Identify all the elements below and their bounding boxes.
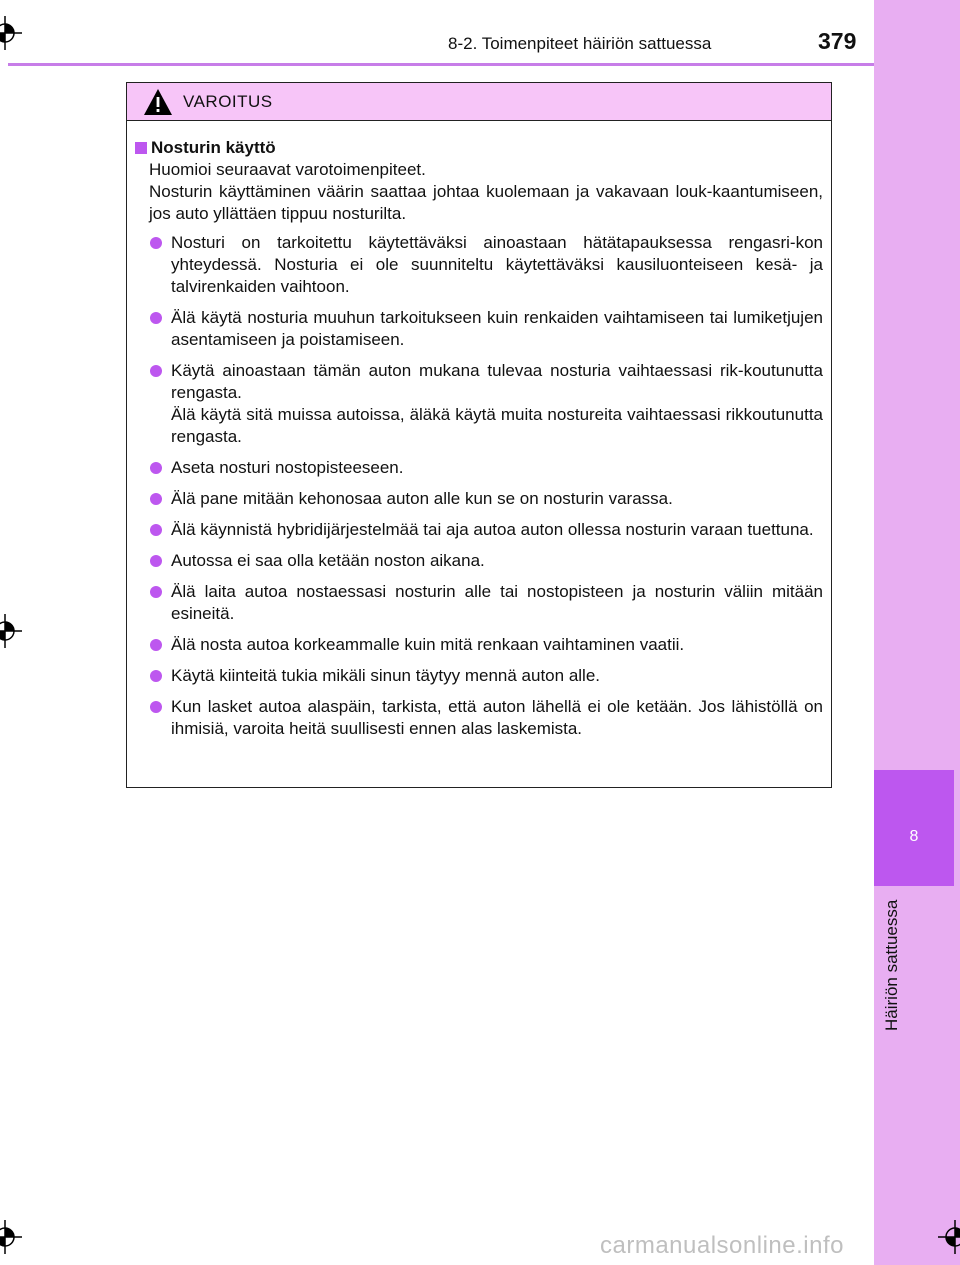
square-bullet-icon — [135, 142, 147, 154]
registration-mark-mid-left — [0, 614, 22, 648]
crosshair-icon — [0, 1220, 22, 1254]
list-item: Älä nosta autoa korkeammalle kuin mitä renkaan vaihtaminen vaatii. — [135, 634, 823, 656]
list-item: Älä käynnistä hybridijärjestelmää tai aja autoa auton ollessa nosturin varaan tuettuna. — [135, 519, 823, 541]
warning-box — [126, 82, 832, 788]
list-item: Älä laita autoa nostaessasi nosturin alle tai nostopisteen ja nosturin väliin mitään esineitä. — [135, 581, 823, 625]
chapter-side-tab — [874, 0, 960, 1265]
bullet-dot-icon — [150, 524, 162, 536]
registration-mark-bottom-right — [938, 1220, 960, 1254]
crosshair-icon — [0, 16, 22, 50]
list-item: Aseta nosturi nostopisteeseen. — [135, 457, 823, 479]
warning-heading — [135, 137, 823, 159]
warning-intro — [149, 159, 823, 225]
registration-mark-bottom-left — [0, 1220, 22, 1254]
warning-label: VAROITUS — [183, 92, 273, 111]
bullet-dot-icon — [150, 555, 162, 567]
watermark: carmanualsonline.info — [600, 1232, 844, 1259]
warning-header — [127, 83, 831, 121]
intro-line: Nosturin käyttäminen väärin saattaa johtaa kuolemaan ja vakavaan louk-kaantumiseen, jos auto yllättäen tippuu nosturilta. — [149, 182, 823, 223]
bullet-dot-icon — [150, 462, 162, 474]
section-title: 8-2. Toimenpiteet häiriön sattuessa — [448, 34, 712, 53]
header-divider — [8, 63, 874, 66]
warning-list — [135, 232, 823, 740]
bullet-dot-icon — [150, 639, 162, 651]
crosshair-icon — [938, 1220, 960, 1254]
warning-body — [127, 121, 831, 740]
bullet-dot-icon — [150, 493, 162, 505]
bullet-dot-icon — [150, 365, 162, 377]
bullet-dot-icon — [150, 237, 162, 249]
list-item: Käytä ainoastaan tämän auton mukana tulevaa nosturia vaihtaessasi rik-koutunutta rengasta. Älä käytä sitä muissa autoissa, äläkä käytä muita nostureita vaihtaessasi rikkoutunutta rengasta. — [135, 360, 823, 448]
intro-line: Huomioi seuraavat varotoimenpiteet. — [149, 160, 426, 179]
bullet-dot-icon — [150, 670, 162, 682]
bullet-dot-icon — [150, 701, 162, 713]
page-number: 379 — [818, 28, 857, 54]
bullet-dot-icon — [150, 312, 162, 324]
list-item: Nosturi on tarkoitettu käytettäväksi ainoastaan hätätapauksessa rengasri-kon yhteydessä. Nosturia ei ole suunniteltu käytettäväksi kausiluonteiseen kesä- ja talvirenkaiden vaihtoon. — [135, 232, 823, 298]
list-item: Kun lasket autoa alaspäin, tarkista, että auton lähellä ei ole ketään. Jos lähistöllä on ihmisiä, varoita heitä suullisesti ennen alas laskemista. — [135, 696, 823, 740]
list-item: Älä käytä nosturia muuhun tarkoitukseen kuin renkaiden vaihtamiseen tai lumiketjujen asentamiseen ja poistamiseen. — [135, 307, 823, 351]
chapter-number: 8 — [909, 828, 919, 845]
list-item: Autossa ei saa olla ketään noston aikana. — [135, 550, 823, 572]
crosshair-icon — [0, 614, 22, 648]
bullet-dot-icon — [150, 586, 162, 598]
list-item: Älä pane mitään kehonosaa auton alle kun se on nosturin varassa. — [135, 488, 823, 510]
list-item: Käytä kiinteitä tukia mikäli sinun täytyy mennä auton alle. — [135, 665, 823, 687]
warning-heading-text: Nosturin käyttö — [151, 138, 276, 157]
chapter-label: Häiriön sattuessa — [882, 900, 901, 1032]
warning-triangle-icon — [143, 88, 173, 116]
registration-mark-top-left — [0, 16, 22, 50]
